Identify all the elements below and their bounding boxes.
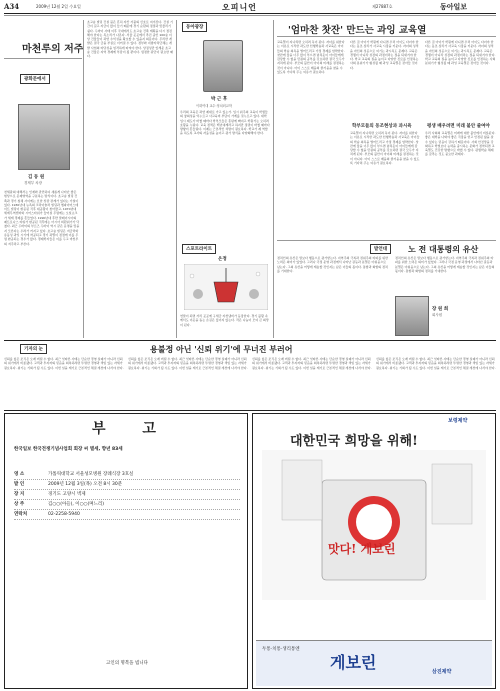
ad-bottom-tag: 두통·치통·생리통엔 [262, 647, 300, 652]
strip-body-3: 신뢰를 잃은 조직은 오래 버틸 수 없다. 최근 잇따른 사태는 단순한 경영 실패가 아니라 신뢰의 위기에서 비롯됐다. 고객과 투자자의 믿음을 회복하려면 투명한 경영과 책임 있는 자세가 필요하다. 위기는 기회가 될 수도 있다. 이번 일을 계기로 근본적인 체질 개선에 나서야 한다. [252, 357, 372, 370]
ad-bottom-brand: 게보린 [330, 653, 377, 672]
main-subhead-2: 평생 배우려면 미래 불안 줄여야 [427, 124, 490, 129]
header-rule [4, 13, 496, 14]
strip-label: 기자의 눈 [20, 344, 47, 354]
col3-writer-photo [203, 40, 243, 92]
col2-body: 초고층 빌딩 건설 붐은 흔히 자산 거품의 신호로 여겨진다. 건설 기간이 길고 자금이 많이 들기 때문에 경기 순환의 정점과 맞물리기 쉽다. 두바이 사태 이후 국내에서도 초고층 건축 계획을 다시 점검해야 한다는 목소리가 나온다. 서울 곳곳에서 추진 중인 100층 이상 건물들이 과연 수익성을 확보할 수 있을지 의문이다. 무리한 개발은 결국 금융 부실로 이어질 수 있다. 정부와 지방자치단체는 개발 사업의 타당성을 엄격하게 따져야 한다. 상징성만 앞세운 초고층 건물은 지역 경제에 부담이 될 뿐이다. 냉정한 판단이 필요한 때다. [87, 20, 173, 59]
obituary-row-key: 상 주 [14, 502, 25, 507]
main-body-mid-top: 다른 집 아이가 학원에 다니면 우리 아이도 다녀야 한다는 동조 심리가 사교육 시장을 키운다. 자녀의 성적을 자신의 성공으로 여기는 과시욕도 문제다. 교육은 경쟁이 아니라 성장의 과정이라는 점을 되새겨야 한다. 학교 교육의 질을 높이고 다양한 진로를 인정하는 사회 분위기가 형성될 때 과잉 교육열은 잦아들 것이다. [350, 40, 419, 70]
obituary-row-value: 02-2258-5940 [48, 512, 80, 517]
obituary-row [14, 490, 240, 500]
obituary-row [14, 470, 240, 480]
col-divider [273, 20, 274, 338]
col3-sub-box: 스포트라이트 [182, 244, 216, 254]
writer-photo [18, 104, 70, 170]
main-title-rule [277, 36, 496, 37]
right-section-rule [277, 240, 496, 241]
strip-rule [4, 340, 496, 341]
col1-body: 천세판의 대해서는 인재와 관련하여 새롭게 나타난 좋은 현상으로 문제영역을 구분하는 방식이다. 초고층 빌딩 건축과 경기 침체 사이에는 묘한 상관 관계가 있다는 가설이 있다. 1930년대 뉴욕의 크라이슬러 빌딩과 엠파이어스테이트 빌딩이 완공된 직후 대공황이 찾아왔고, 1970년대 세계무역센터와 시어스타워가 들어설 무렵에는 오일쇼크가 세계 경제를 흔들었다. 1990년대 후반 말레이시아의 페트로나스 타워가 완공된 직후에는 아시아 외환위기가 닥쳤다. 최근 두바이의 부르즈 두바이 역시 같은 운명을 맞을지 모른다는 우려가 커지고 있다. 초고층 빌딩은 저금리와 유동성 과잉 시기에 착공되고 경기 과열이 정점에 이를 무렵 완공되는 경우가 많다. 경제학자들은 이를 두고 마천루의 저주라고 부른다. [4, 190, 80, 246]
strip-body-1: 신뢰를 잃은 조직은 오래 버틸 수 없다. 최근 잇따른 사태는 단순한 경영 실패가 아니라 신뢰의 위기에서 비롯됐다. 고객과 투자자의 믿음을 회복하려면 투명한 경영과 책임 있는 자세가 필요하다. 위기는 기회가 될 수도 있다. 이번 일을 계기로 근본적인 체질 개선에 나서야 한다. [4, 357, 124, 370]
main-body-right: 우리 사회의 교육열은 미래에 대한 불안에서 비롯된다. 좋은 대학을 나와야 좋은 직장을 얻고 안정된 삶을 살 수 있다는 믿음이 강하기 때문이다. 사회 안전망을 강화하고 학벌보다 능력을 중시하는 문화가 정착되면 교육열도 건강한 방향으로 바뀔 수 있다. 평생학습 체제를 갖추는 것도 중요한 과제다. [425, 131, 496, 157]
obituary-row [14, 500, 240, 510]
issue-date: 2009년 12월 2일 수요일 [36, 4, 81, 9]
right-writer-name: 장 원 희 [432, 307, 449, 312]
main-subhead-1: 학부모들의 동조현상과 과시욕 [352, 124, 412, 129]
ad-product-image [262, 450, 486, 600]
right-writer-role: 회사원 [432, 313, 443, 317]
col1-rule [4, 58, 82, 59]
right-box-label: 발언대 [370, 244, 391, 254]
right-body-2: 정치인의 유산은 말보다 행동으로 평가받는다. 지역주의 극복과 권위주의 타파를 위한 노력은 의미가 있었다. 그러나 국정 운영 과정에서 나타난 갈등과 분열은 아쉬움으로 남는다. 그의 유산을 어떻게 계승할 것인지는 남은 이들의 몫이다. 통합과 화합의 정치를 기대한다. [395, 256, 495, 273]
strip-body-4: 신뢰를 잃은 조직은 오래 버틸 수 없다. 최근 잇따른 사태는 단순한 경영 실패가 아니라 신뢰의 위기에서 비롯됐다. 고객과 투자자의 믿음을 회복하려면 투명한 경영과 책임 있는 자세가 필요하다. 위기는 기회가 될 수도 있다. 이번 일을 계기로 근본적인 체질 개선에 나서야 한다. [376, 357, 496, 370]
obituary-rows [14, 470, 240, 520]
section-title: 오피니언 [222, 3, 257, 12]
ad-section-rule [4, 410, 496, 411]
right-body: 정치인의 유산은 말보다 행동으로 평가받는다. 지역주의 극복과 권위주의 타파를 위한 노력은 의미가 있었다. 그러나 국정 운영 과정에서 나타난 갈등과 분열은 아쉬움으로 남는다. 그의 유산을 어떻게 계승할 것인지는 남은 이들의 몫이다. 통합과 화합의 정치를 기대한다. [277, 256, 388, 273]
obituary-row-key: 영 소 [14, 472, 25, 477]
col1-writer-role: 경제부 차장 [24, 181, 43, 185]
main-title: '엄마찬 찻잔' 만드는 과잉 교육열 [288, 25, 427, 36]
main-body-right-top: 다른 집 아이가 학원에 다니면 우리 아이도 다녀야 한다는 동조 심리가 사교육 시장을 키운다. 자녀의 성적을 자신의 성공으로 여기는 과시욕도 문제다. 교육은 경쟁이 아니라 성장의 과정이라는 점을 되새겨야 한다. 학교 교육의 질을 높이고 다양한 진로를 인정하는 사회 분위기가 형성될 때 과잉 교육열은 잦아들 것이다. [425, 40, 496, 66]
col3-body: 우리의 교육은 과연 제대로 가고 있는가. 입시 위주의 교육이 학생들의 창의성을 억누르고 사교육비 부담이 가계를 짓누르고 있다. 대학 입시 제도가 바뀔 때마다 학부모들은 혼란에 빠지고 학원가는 오히려 호황을 누린다. 교육 정책은 백년대계라고 하지만 정권이 바뀔 때마다 방향이 흔들린다. 이제는 근본적인 처방이 필요하다. 학교가 제 역할을 하도록 교사의 자율성을 높이고 평가 방식을 다양화해야 한다. [180, 110, 270, 136]
ad-company: 삼진제약 [432, 669, 452, 675]
obituary-box [4, 413, 248, 689]
col3-writer-role: 이화여대 교수·정치외교학 [196, 104, 232, 108]
strip-title: 용불정 아닌 '신뢰 위기'에 무너진 부러어 [150, 344, 293, 354]
print-number: 제27887호 [372, 4, 393, 9]
obituary-row [14, 480, 240, 490]
header-rule-thin [4, 15, 496, 16]
strip-body-2: 신뢰를 잃은 조직은 오래 버틸 수 없다. 최근 잇따른 사태는 단순한 경영 실패가 아니라 신뢰의 위기에서 비롯됐다. 고객과 투자자의 믿음을 회복하려면 투명한 경영과 책임 있는 자세가 필요하다. 위기는 기회가 될 수도 있다. 이번 일을 계기로 근본적인 체질 개선에 나서야 한다. [128, 357, 248, 370]
obituary-row-key: 연락처 [14, 512, 28, 517]
col1-column-label: 광화문에서 [20, 74, 50, 84]
right-writer-photo [395, 296, 429, 336]
ad-headline: 대한민국 희망을 위해! [290, 434, 418, 449]
obituary-row [14, 510, 240, 520]
main-body-left: 교육열이 지나치면 오히려 독이 된다. 자녀를 위한다는 이유로 시작한 과도한 선행학습과 사교육은 아이들의 학습 의욕을 떨어뜨리고 가정 경제를 압박한다. 찻잔에 물을 너무 많이 부으면 넘치듯이 아이들에게 감당할 수 없을 만큼의 공부를 강요하면 결국 모두가 지치게 된다. 부모의 불안이 아이의 미래를 결정하는 것이 아니다. 아이 스스로 배움의 즐거움을 찾을 수 있도록 기다려 주는 여유가 필요하다. [277, 40, 345, 75]
ad-product: 맛다! 게보린 [328, 542, 396, 556]
col3-writer-name: 박 근 후 [211, 97, 228, 102]
obituary-title: 부 고 [92, 421, 172, 437]
col3-sub-body: 연말이 되면 거리 곳곳에 구세군 자선냄비가 등장한다. 경기 불황 속에서도 이웃을 돕는 손길은 끊이지 않는다. 작은 나눔이 모여 큰 희망이 된다. [180, 314, 269, 327]
newspaper-brand: 동아일보 [440, 2, 468, 11]
col-divider [176, 20, 177, 338]
ad-brand-top: 보령제약 [448, 418, 468, 424]
obituary-footer: 고인의 명복을 빕니다 [106, 661, 148, 666]
col3-box-label: 동아광장 [182, 22, 207, 32]
obituary-row-key: 발 인 [14, 482, 25, 487]
charity-illustration [184, 264, 268, 310]
obituary-row-value: 가톨릭대학교 서울성모병원 장례식장 3호실 [48, 472, 134, 477]
col1-writer-name: 김 동 원 [28, 175, 45, 180]
right-title: 노 전 대통령의 유산 [408, 244, 479, 254]
obituary-row-value: 김○○(아들), 이○○(며느리) [48, 502, 105, 507]
obituary-intro: 한국일보 한국전쟁기념사업회 회장 씨 별세, 향년 83세 [14, 447, 123, 452]
col-divider [83, 20, 84, 338]
obituary-row-value: 2009년 12월 3일(목) 오전 8시 30분 [48, 482, 123, 487]
main-body-mid: 교육열이 지나치면 오히려 독이 된다. 자녀를 위한다는 이유로 시작한 과도한 선행학습과 사교육은 아이들의 학습 의욕을 떨어뜨리고 가정 경제를 압박한다. 찻잔에 물을 너무 많이 부으면 넘치듯이 아이들에게 감당할 수 없을 만큼의 공부를 강요하면 결국 모두가 지치게 된다. 부모의 불안이 아이의 미래를 결정하는 것이 아니다. 아이 스스로 배움의 즐거움을 찾을 수 있도록 기다려 주는 여유가 필요하다. [350, 131, 420, 166]
obituary-row-value: 경기도 고양시 벽제 [48, 492, 86, 497]
col3-sub-title: 온정 [218, 257, 227, 262]
col1-title: 마천루의 저주 [22, 44, 84, 55]
page-number: A34 [4, 2, 20, 11]
obituary-row-key: 장 지 [14, 492, 25, 497]
